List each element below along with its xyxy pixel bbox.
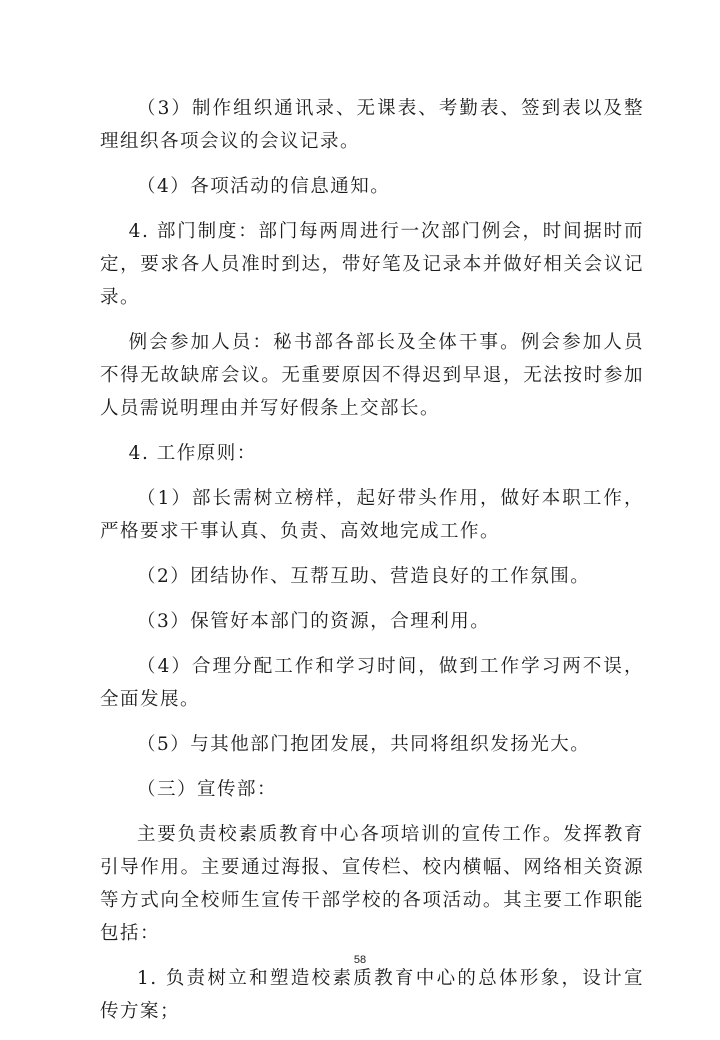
document-body [100,92,644,1040]
principle-3: （3）保管好本部门的资源，合理利用。 [137,611,491,632]
principle-4: （4）合理分配工作和学习时间，做到工作学习两不误，全面发展。 [100,656,644,710]
paragraph-publicity-duties: 主要负责校素质教育中心各项培训的宣传工作。发挥教育引导作用。主要通过海报、宣传栏、校内横幅、网络相关资源等方式向全校师生宣传干部学校的各项活动。其主要工作职能包括： [100,824,644,944]
principle-5: （5）与其他部门抱团发展，共同将组织发扬光大。 [137,734,591,755]
paragraph-department-rules: 4. 部门制度：部门每两周进行一次部门例会，时间据时而定，要求各人员准时到达，带好笔及记录本并做好相关会议记录。 [100,221,644,308]
paragraph-meeting-attendees: 例会参加人员：秘书部各部长及全体干事。例会参加人员不得无故缺席会议。无重要原因不得迟到早退，无法按时参加人员需说明理由并写好假条上交部长。 [100,332,644,419]
paragraph-4-notifications: （4）各项活动的信息通知。 [137,176,391,197]
duty-1: 1. 负责树立和塑造校素质教育中心的总体形象，设计宣传方案； [100,968,644,1022]
page-number: 58 [353,954,367,966]
principle-2: （2）团结协作、互帮互助、营造良好的工作氛围。 [137,566,591,587]
section-heading-publicity: （三）宣传部： [137,779,278,800]
paragraph-3-contacts: （3）制作组织通讯录、无课表、考勤表、签到表以及整理组织各项会议的会议记录。 [100,98,644,152]
principle-1: （1）部长需树立榜样，起好带头作用，做好本职工作，严格要求干事认真、负责、高效地完成工作。 [100,488,644,542]
heading-work-principles: 4. 工作原则： [128,443,257,464]
